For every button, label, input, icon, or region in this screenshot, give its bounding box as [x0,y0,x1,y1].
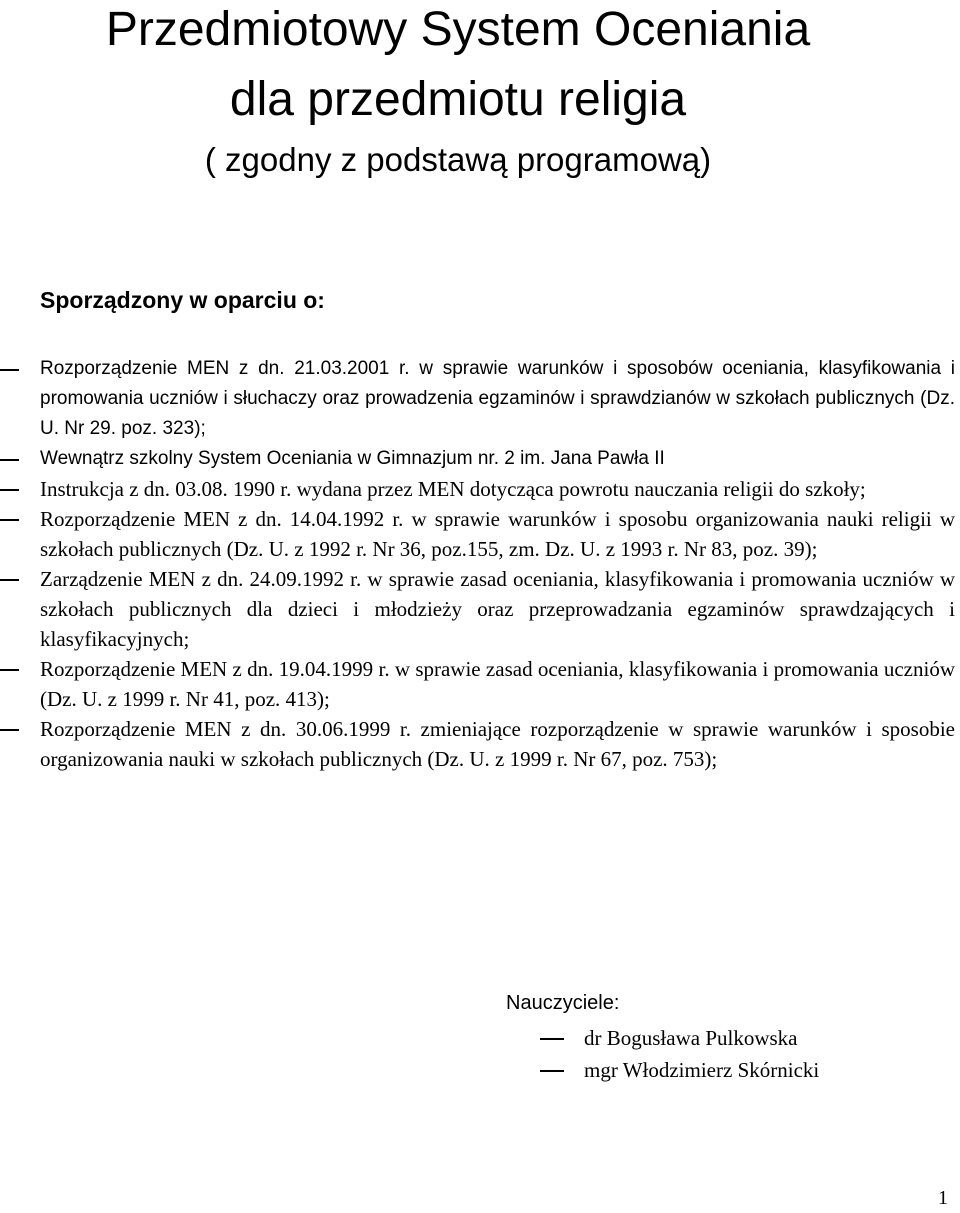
dash-bullet-icon [540,1038,564,1040]
basis-item [0,504,955,564]
dash-bullet-icon [0,519,19,521]
basis-item [0,444,955,474]
dash-bullet-icon [0,729,19,731]
teacher-name: dr Bogusława Pulkowska [584,1026,798,1050]
page-number: 1 [938,1187,948,1209]
dash-bullet-icon [0,489,19,491]
teachers-heading: Nauczyciele: [506,992,620,1014]
basis-heading: Sporządzony w oparciu o: [40,287,325,313]
dash-bullet-icon [0,579,19,581]
dash-bullet-icon [540,1070,564,1072]
basis-item-text: Wewnątrz szkolny System Oceniania w Gimnazjum nr. 2 im. Jana Pawła II [40,448,665,469]
basis-item-text: Rozporządzenie MEN z dn. 30.06.1999 r. zmieniające rozporządzenie w sprawie warunków i sposobie organizowania nauki w szkołach publicznych (Dz. U. z 1999 r. Nr 67, poz. 753); [40,717,955,771]
basis-list [0,354,960,774]
dash-bullet-icon [0,669,19,671]
document-subtitle: ( zgodny z podstawą programową) [204,141,712,178]
basis-item-text: Rozporządzenie MEN z dn. 21.03.2001 r. w sprawie warunków i sposobów oceniania, klasyfikowania i promowania uczniów i słuchaczy oraz prowadzenia egzaminów i sprawdzianów w szkołach publicznych (Dz. U. Nr 29. poz. 323); [40,358,955,439]
basis-item [0,714,955,774]
document-title-subject: dla przedmiotu religia [229,73,687,126]
teacher-item [540,1022,819,1054]
dash-bullet-icon [0,459,19,461]
teachers-list [540,1022,819,1086]
basis-item-text: Zarządzenie MEN z dn. 24.09.1992 r. w sprawie zasad oceniania, klasyfikowania i promowania uczniów w szkołach publicznych dla dzieci i młodzieży oraz przeprowadzania egzaminów sprawdzających i klasyfikacyjnych; [40,567,955,651]
teacher-name: mgr Włodzimierz Skórnicki [584,1058,820,1082]
document-title: Przedmiotowy System Oceniania [105,3,811,56]
basis-item-text: Instrukcja z dn. 03.08. 1990 r. wydana przez MEN dotycząca powrotu nauczania religii do szkoły; [40,477,866,501]
dash-bullet-icon [0,369,19,371]
teacher-item [540,1054,819,1086]
basis-item-text: Rozporządzenie MEN z dn. 14.04.1992 r. w sprawie warunków i sposobu organizowania nauki religii w szkołach publicznych (Dz. U. z 1992 r. Nr 36, poz.155, zm. Dz. U. z 1993 r. Nr 83, poz. 39); [40,507,955,561]
basis-item [0,474,955,504]
basis-item [0,354,955,444]
basis-item [0,564,955,654]
basis-item [0,654,955,714]
basis-item-text: Rozporządzenie MEN z dn. 19.04.1999 r. w sprawie zasad oceniania, klasyfikowania i promowania uczniów (Dz. U. z 1999 r. Nr 41, poz. 413); [40,657,955,711]
